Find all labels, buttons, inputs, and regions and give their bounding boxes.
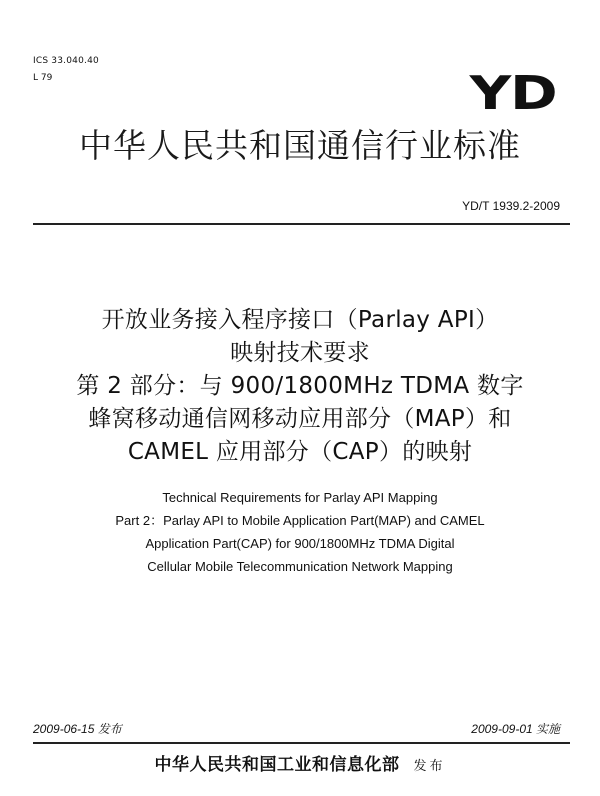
publisher-action: 发布 [413,759,446,774]
english-title-line-3: Application Part(CAP) for 900/1800MHz TDMA Digital [145,536,455,551]
issue-date: 2009-06-15 发布 [33,722,122,736]
chinese-title-line-5: CAMEL 应用部分（CAP）的映射 [127,439,473,465]
english-title [0,488,600,577]
chinese-title-line-2: 映射技术要求 [230,340,370,366]
english-title-line-1: Technical Requirements for Parlay API Mapping [162,490,438,505]
publisher-name: 中华人民共和国工业和信息化部 [154,755,400,775]
chinese-title [0,304,600,468]
standard-title: 中华人民共和国通信行业标准 [79,126,521,165]
ics-code: ICS 33.040.40 [33,56,99,66]
english-title-line-2: Part 2：Parlay API to Mobile Application Part(MAP) and CAMEL [115,513,485,528]
chinese-title-line-3: 第 2 部分：与 900/1800MHz TDMA 数字 [76,373,524,399]
ccs-code: L 79 [33,73,53,83]
chinese-title-line-4: 蜂窝移动通信网移动应用部分（MAP）和 [88,406,512,432]
top-divider [33,223,570,225]
implementation-date: 2009-09-01 实施 [471,722,560,736]
english-title-line-4: Cellular Mobile Telecommunication Network Mapping [147,559,453,574]
standard-number: YD/T 1939.2-2009 [462,199,560,213]
bottom-divider [33,742,570,744]
publisher [0,750,600,775]
chinese-title-line-1: 开放业务接入程序接口（Parlay API） [101,307,499,333]
yd-logo: YD [469,66,556,120]
